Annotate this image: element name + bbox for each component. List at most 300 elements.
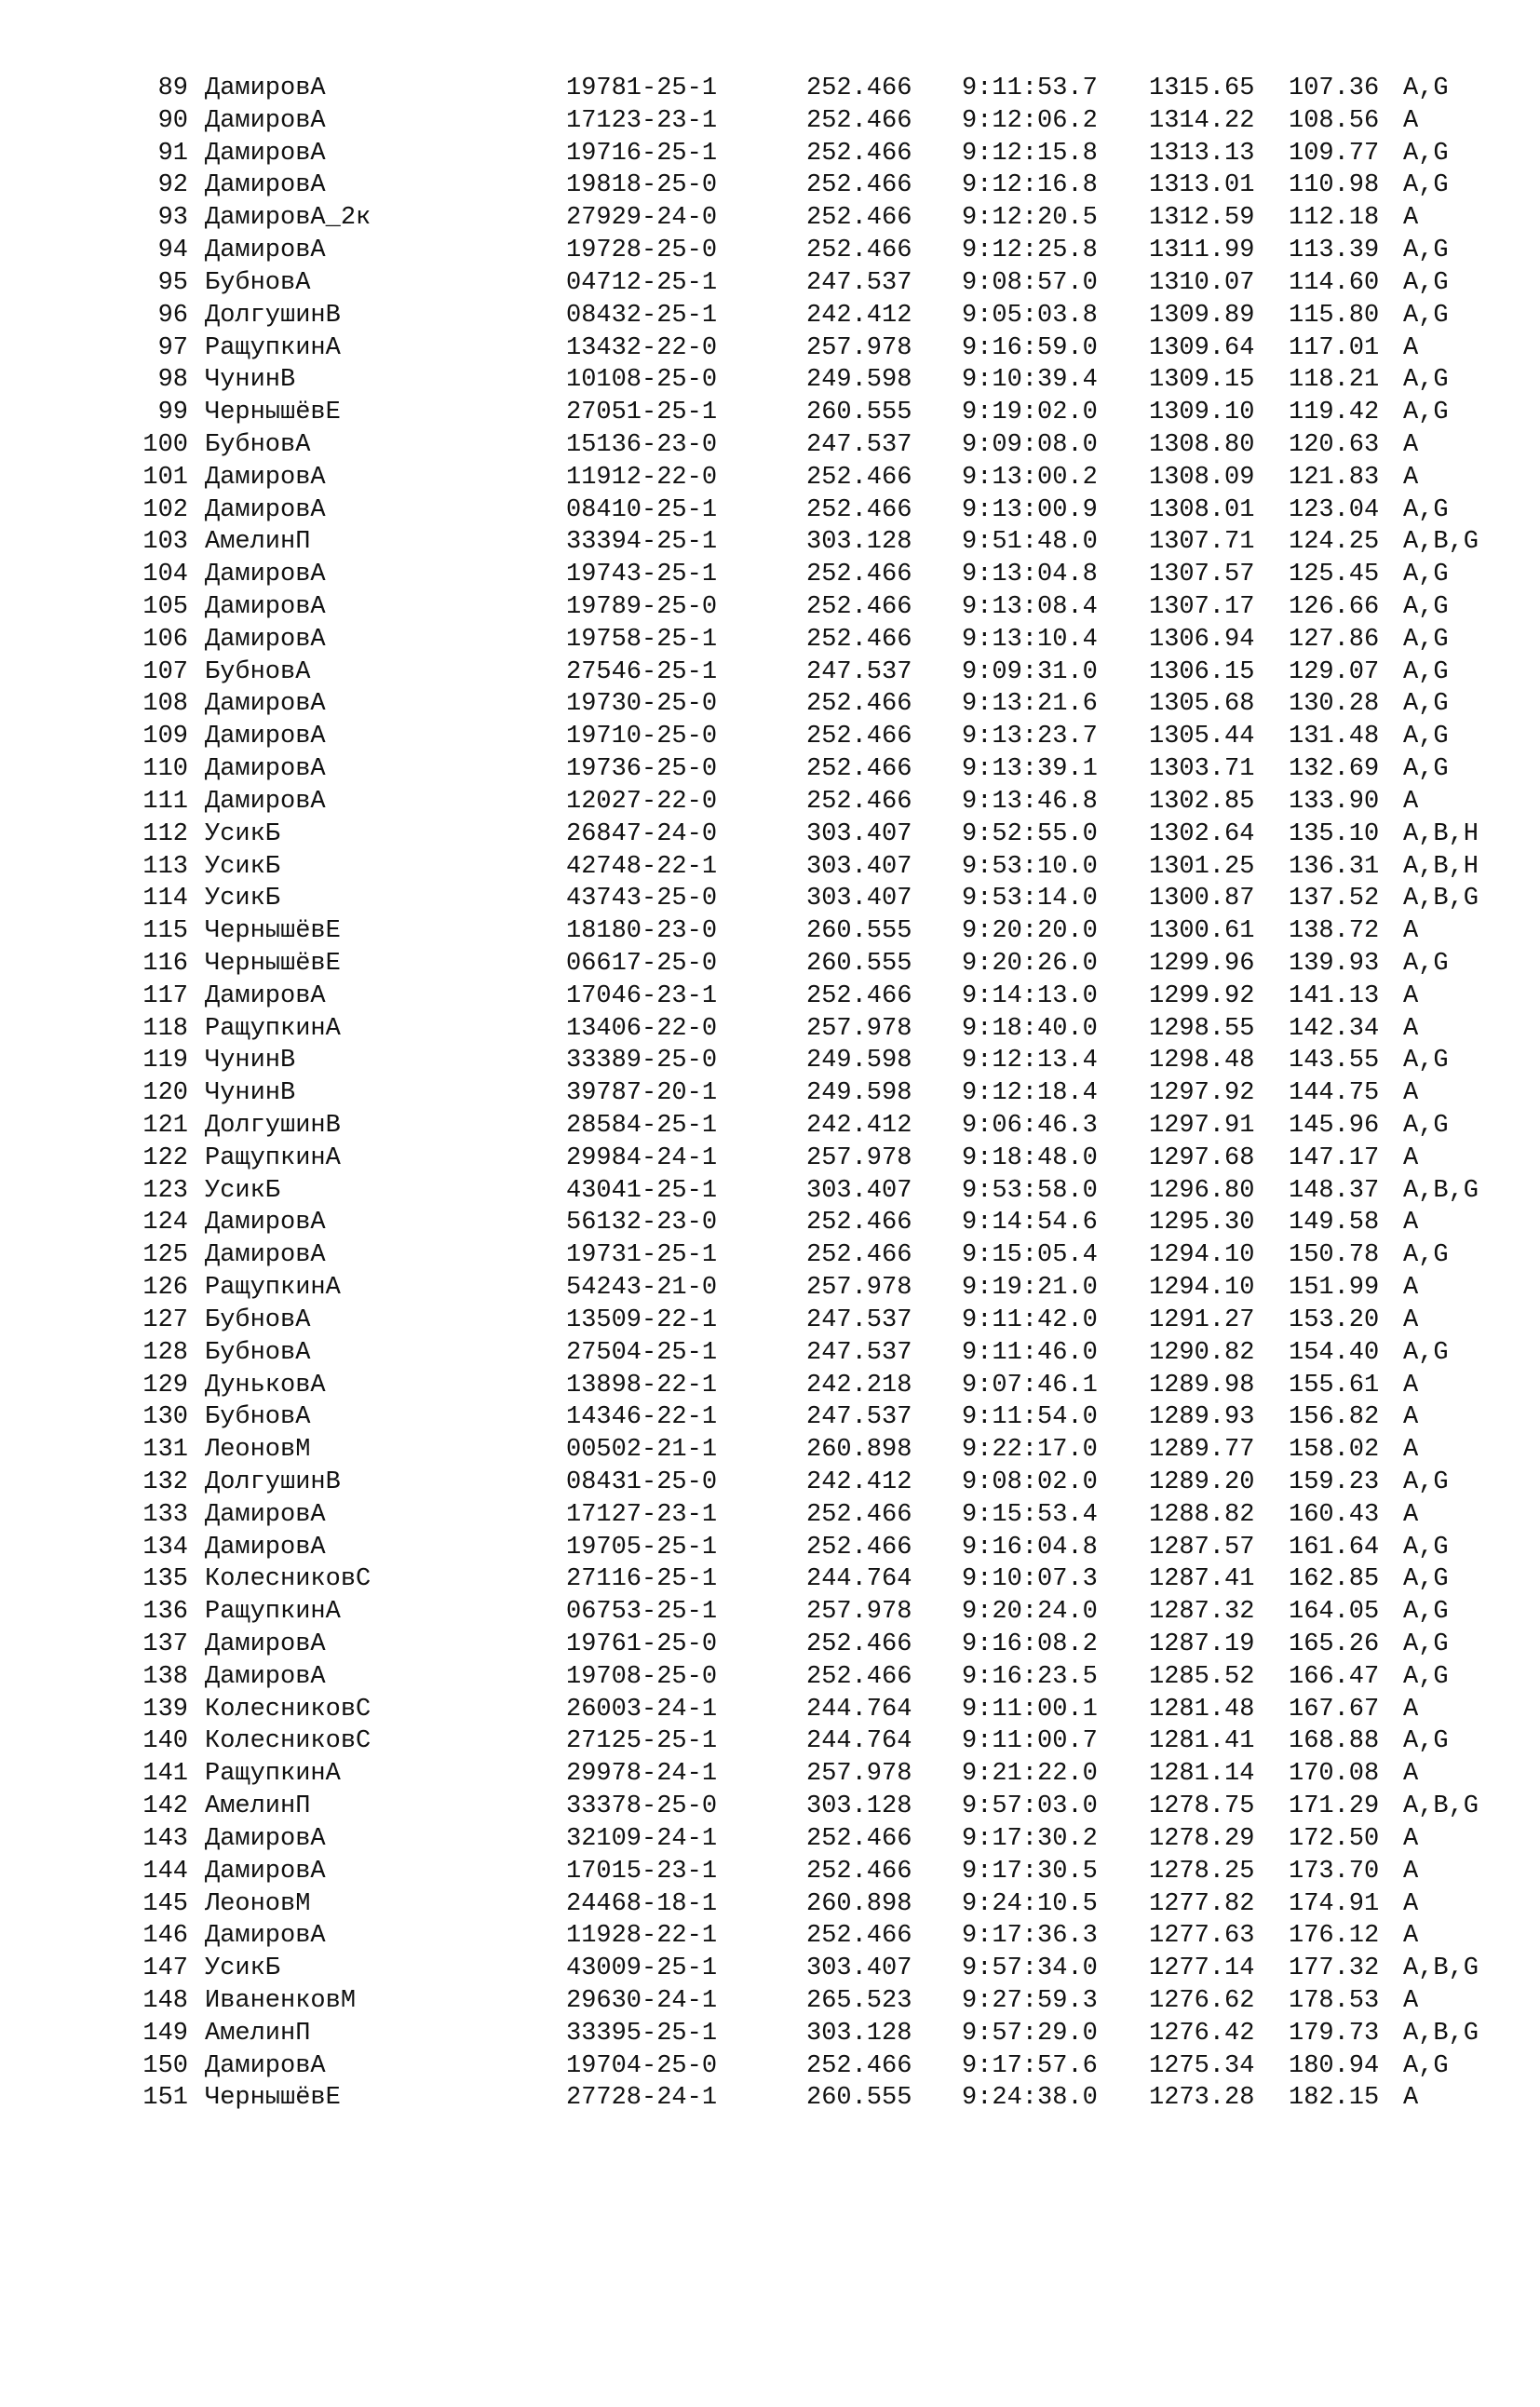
speed: 1291.27 [1149, 1305, 1255, 1334]
speed: 1306.15 [1149, 657, 1255, 686]
coefficient: 180.94 [1289, 2051, 1380, 2080]
fancier-name: ДамировА [205, 981, 326, 1010]
arrival-time: 9:12:13.4 [962, 1047, 1098, 1075]
arrival-time: 9:20:26.0 [962, 949, 1098, 978]
place-number: 133 [142, 1500, 188, 1529]
distance: 244.764 [806, 1695, 912, 1724]
place-number: 134 [142, 1533, 188, 1562]
category-flags: A [1403, 1436, 1419, 1465]
distance: 252.466 [806, 690, 912, 719]
coefficient: 182.15 [1289, 2084, 1380, 2113]
coefficient: 145.96 [1289, 1112, 1380, 1140]
ring-number: 08431-25-0 [566, 1467, 718, 1496]
fancier-name: УсикБ [205, 1954, 281, 1983]
category-flags: A [1403, 1986, 1419, 2015]
result-row [0, 1110, 1540, 1143]
coefficient: 151.99 [1289, 1274, 1380, 1303]
arrival-time: 9:57:34.0 [962, 1954, 1098, 1983]
category-flags: A,G [1403, 1598, 1449, 1627]
fancier-name: ИваненковМ [205, 1986, 357, 2015]
ring-number: 13406-22-0 [566, 1014, 718, 1043]
place-number: 137 [142, 1630, 188, 1658]
category-flags: A,B,H [1403, 852, 1479, 881]
arrival-time: 9:19:02.0 [962, 399, 1098, 427]
result-row [0, 1758, 1540, 1791]
result-row [0, 1920, 1540, 1953]
ring-number: 43743-25-0 [566, 885, 718, 913]
category-flags: A,G [1403, 561, 1449, 589]
fancier-name: ДамировА [205, 2051, 326, 2080]
category-flags: A,G [1403, 723, 1449, 751]
distance: 252.466 [806, 787, 912, 816]
speed: 1287.57 [1149, 1533, 1255, 1562]
category-flags: A [1403, 1500, 1419, 1529]
coefficient: 136.31 [1289, 852, 1380, 881]
coefficient: 154.40 [1289, 1338, 1380, 1367]
distance: 252.466 [806, 139, 912, 168]
ring-number: 27504-25-1 [566, 1338, 718, 1367]
category-flags: A,G [1403, 1727, 1449, 1756]
fancier-name: ЧернышёвЕ [205, 949, 341, 978]
distance: 252.466 [806, 237, 912, 265]
coefficient: 127.86 [1289, 625, 1380, 654]
coefficient: 126.66 [1289, 593, 1380, 621]
category-flags: A,G [1403, 755, 1449, 784]
result-row [0, 591, 1540, 624]
distance: 247.537 [806, 1338, 912, 1367]
speed: 1297.92 [1149, 1079, 1255, 1108]
result-row [0, 1045, 1540, 1077]
result-row [0, 300, 1540, 332]
fancier-name: ДамировА [205, 74, 326, 102]
ring-number: 11912-22-0 [566, 463, 718, 492]
result-row [0, 624, 1540, 656]
category-flags: A,G [1403, 625, 1449, 654]
result-row [0, 462, 1540, 494]
arrival-time: 9:11:46.0 [962, 1338, 1098, 1367]
place-number: 111 [142, 787, 188, 816]
ring-number: 39787-20-1 [566, 1079, 718, 1108]
distance: 252.466 [806, 625, 912, 654]
result-row [0, 2082, 1540, 2115]
arrival-time: 9:14:13.0 [962, 981, 1098, 1010]
ring-number: 19708-25-0 [566, 1662, 718, 1691]
coefficient: 178.53 [1289, 1986, 1380, 2015]
arrival-time: 9:09:31.0 [962, 657, 1098, 686]
fancier-name: ДолгушинВ [205, 1467, 341, 1496]
place-number: 118 [142, 1014, 188, 1043]
fancier-name: ДамировА [205, 237, 326, 265]
coefficient: 155.61 [1289, 1371, 1380, 1400]
speed: 1307.57 [1149, 561, 1255, 589]
ring-number: 11928-22-1 [566, 1922, 718, 1951]
arrival-time: 9:12:25.8 [962, 237, 1098, 265]
distance: 252.466 [806, 204, 912, 233]
speed: 1299.92 [1149, 981, 1255, 1010]
result-row [0, 138, 1540, 170]
place-number: 113 [142, 852, 188, 881]
arrival-time: 9:10:07.3 [962, 1565, 1098, 1594]
place-number: 98 [157, 366, 188, 395]
distance: 257.978 [806, 1274, 912, 1303]
fancier-name: КолесниковС [205, 1695, 371, 1724]
ring-number: 19736-25-0 [566, 755, 718, 784]
speed: 1305.68 [1149, 690, 1255, 719]
fancier-name: РащупкинА [205, 1598, 341, 1627]
place-number: 141 [142, 1760, 188, 1789]
arrival-time: 9:11:53.7 [962, 74, 1098, 102]
distance: 252.466 [806, 1630, 912, 1658]
distance: 252.466 [806, 1533, 912, 1562]
result-row [0, 721, 1540, 753]
arrival-time: 9:08:57.0 [962, 268, 1098, 297]
coefficient: 179.73 [1289, 2019, 1380, 2048]
category-flags: A,G [1403, 1241, 1449, 1270]
speed: 1309.10 [1149, 399, 1255, 427]
ring-number: 27929-24-0 [566, 204, 718, 233]
place-number: 135 [142, 1565, 188, 1594]
result-row [0, 1563, 1540, 1596]
arrival-time: 9:13:21.6 [962, 690, 1098, 719]
arrival-time: 9:11:42.0 [962, 1305, 1098, 1334]
distance: 257.978 [806, 1598, 912, 1627]
place-number: 138 [142, 1662, 188, 1691]
distance: 242.412 [806, 1467, 912, 1496]
fancier-name: ДамировА [205, 1241, 326, 1270]
place-number: 103 [142, 528, 188, 557]
speed: 1294.10 [1149, 1241, 1255, 1270]
speed: 1287.19 [1149, 1630, 1255, 1658]
coefficient: 123.04 [1289, 495, 1380, 524]
distance: 242.412 [806, 1112, 912, 1140]
arrival-time: 9:18:48.0 [962, 1143, 1098, 1172]
fancier-name: РащупкинА [205, 333, 341, 362]
result-row [0, 73, 1540, 105]
arrival-time: 9:17:30.5 [962, 1857, 1098, 1886]
fancier-name: ЧунинВ [205, 1047, 296, 1075]
arrival-time: 9:17:57.6 [962, 2051, 1098, 2080]
distance: 247.537 [806, 1403, 912, 1432]
fancier-name: ЧернышёвЕ [205, 2084, 341, 2113]
speed: 1308.01 [1149, 495, 1255, 524]
fancier-name: ДамировА [205, 690, 326, 719]
distance: 252.466 [806, 495, 912, 524]
speed: 1278.29 [1149, 1824, 1255, 1853]
place-number: 147 [142, 1954, 188, 1983]
category-flags: A,G [1403, 1467, 1449, 1496]
speed: 1275.34 [1149, 2051, 1255, 2080]
place-number: 108 [142, 690, 188, 719]
place-number: 145 [142, 1889, 188, 1918]
category-flags: A,G [1403, 268, 1449, 297]
distance: 247.537 [806, 657, 912, 686]
speed: 1281.41 [1149, 1727, 1255, 1756]
result-row [0, 1337, 1540, 1370]
distance: 260.555 [806, 399, 912, 427]
fancier-name: ДамировА [205, 1662, 326, 1691]
distance: 260.555 [806, 2084, 912, 2113]
arrival-time: 9:20:24.0 [962, 1598, 1098, 1627]
fancier-name: БубновА [205, 430, 311, 459]
fancier-name: РащупкинА [205, 1760, 341, 1789]
ring-number: 15136-23-0 [566, 430, 718, 459]
place-number: 149 [142, 2019, 188, 2048]
distance: 303.128 [806, 1792, 912, 1821]
result-row [0, 915, 1540, 948]
distance: 252.466 [806, 1662, 912, 1691]
arrival-time: 9:22:17.0 [962, 1436, 1098, 1465]
result-row [0, 2050, 1540, 2083]
coefficient: 172.50 [1289, 1824, 1380, 1853]
arrival-time: 9:51:48.0 [962, 528, 1098, 557]
speed: 1298.48 [1149, 1047, 1255, 1075]
result-row [0, 105, 1540, 138]
arrival-time: 9:13:10.4 [962, 625, 1098, 654]
result-row [0, 1694, 1540, 1726]
result-row [0, 1596, 1540, 1629]
speed: 1301.25 [1149, 852, 1255, 881]
category-flags: A,G [1403, 237, 1449, 265]
coefficient: 171.29 [1289, 1792, 1380, 1821]
speed: 1289.77 [1149, 1436, 1255, 1465]
fancier-name: ДамировА [205, 1500, 326, 1529]
coefficient: 147.17 [1289, 1143, 1380, 1172]
coefficient: 144.75 [1289, 1079, 1380, 1108]
place-number: 150 [142, 2051, 188, 2080]
place-number: 105 [142, 593, 188, 621]
coefficient: 124.25 [1289, 528, 1380, 557]
speed: 1289.98 [1149, 1371, 1255, 1400]
place-number: 112 [142, 819, 188, 848]
speed: 1307.17 [1149, 593, 1255, 621]
coefficient: 149.58 [1289, 1209, 1380, 1237]
ring-number: 19704-25-0 [566, 2051, 718, 2080]
place-number: 95 [157, 268, 188, 297]
place-number: 117 [142, 981, 188, 1010]
fancier-name: ДуньковА [205, 1371, 326, 1400]
result-row [0, 1467, 1540, 1499]
fancier-name: ДамировА [205, 593, 326, 621]
distance: 252.466 [806, 106, 912, 135]
arrival-time: 9:13:08.4 [962, 593, 1098, 621]
fancier-name: ДамировА [205, 1209, 326, 1237]
ring-number: 19705-25-1 [566, 1533, 718, 1562]
coefficient: 139.93 [1289, 949, 1380, 978]
arrival-time: 9:13:00.9 [962, 495, 1098, 524]
place-number: 89 [157, 74, 188, 102]
result-row [0, 1532, 1540, 1564]
fancier-name: ДамировА_2к [205, 204, 371, 233]
place-number: 142 [142, 1792, 188, 1821]
arrival-time: 9:11:00.1 [962, 1695, 1098, 1724]
distance: 303.407 [806, 819, 912, 848]
category-flags: A [1403, 1209, 1419, 1237]
coefficient: 164.05 [1289, 1598, 1380, 1627]
fancier-name: ДамировА [205, 1533, 326, 1562]
arrival-time: 9:57:03.0 [962, 1792, 1098, 1821]
category-flags: A [1403, 1305, 1419, 1334]
ring-number: 29984-24-1 [566, 1143, 718, 1172]
category-flags: A [1403, 1760, 1419, 1789]
fancier-name: ЧернышёвЕ [205, 917, 341, 946]
arrival-time: 9:53:10.0 [962, 852, 1098, 881]
arrival-time: 9:20:20.0 [962, 917, 1098, 946]
arrival-time: 9:16:23.5 [962, 1662, 1098, 1691]
category-flags: A,B,G [1403, 2019, 1479, 2048]
coefficient: 118.21 [1289, 366, 1380, 395]
distance: 244.764 [806, 1565, 912, 1594]
category-flags: A [1403, 1143, 1419, 1172]
coefficient: 176.12 [1289, 1922, 1380, 1951]
ring-number: 19758-25-1 [566, 625, 718, 654]
speed: 1281.14 [1149, 1760, 1255, 1789]
place-number: 92 [157, 171, 188, 200]
coefficient: 135.10 [1289, 819, 1380, 848]
distance: 303.407 [806, 885, 912, 913]
place-number: 101 [142, 463, 188, 492]
result-row [0, 1629, 1540, 1661]
coefficient: 153.20 [1289, 1305, 1380, 1334]
fancier-name: ДамировА [205, 1922, 326, 1951]
ring-number: 12027-22-0 [566, 787, 718, 816]
arrival-time: 9:12:18.4 [962, 1079, 1098, 1108]
category-flags: A [1403, 1079, 1419, 1108]
ring-number: 13898-22-1 [566, 1371, 718, 1400]
category-flags: A,B,G [1403, 885, 1479, 913]
place-number: 99 [157, 399, 188, 427]
coefficient: 112.18 [1289, 204, 1380, 233]
coefficient: 162.85 [1289, 1565, 1380, 1594]
distance: 265.523 [806, 1986, 912, 2015]
distance: 260.555 [806, 917, 912, 946]
place-number: 114 [142, 885, 188, 913]
arrival-time: 9:11:54.0 [962, 1403, 1098, 1432]
result-row [0, 202, 1540, 235]
fancier-name: ДамировА [205, 755, 326, 784]
distance: 303.128 [806, 2019, 912, 2048]
distance: 252.466 [806, 1922, 912, 1951]
result-row [0, 364, 1540, 397]
place-number: 90 [157, 106, 188, 135]
speed: 1295.30 [1149, 1209, 1255, 1237]
arrival-time: 9:16:08.2 [962, 1630, 1098, 1658]
ring-number: 08410-25-1 [566, 495, 718, 524]
arrival-time: 9:16:04.8 [962, 1533, 1098, 1562]
result-row [0, 1239, 1540, 1272]
distance: 303.407 [806, 852, 912, 881]
coefficient: 174.91 [1289, 1889, 1380, 1918]
ring-number: 33389-25-0 [566, 1047, 718, 1075]
fancier-name: ДамировА [205, 463, 326, 492]
coefficient: 109.77 [1289, 139, 1380, 168]
place-number: 96 [157, 301, 188, 330]
speed: 1277.14 [1149, 1954, 1255, 1983]
fancier-name: АмелинП [205, 528, 311, 557]
place-number: 131 [142, 1436, 188, 1465]
result-row [0, 1953, 1540, 1985]
result-row [0, 1499, 1540, 1532]
coefficient: 148.37 [1289, 1176, 1380, 1205]
distance: 257.978 [806, 333, 912, 362]
ring-number: 19731-25-1 [566, 1241, 718, 1270]
arrival-time: 9:05:03.8 [962, 301, 1098, 330]
arrival-time: 9:12:16.8 [962, 171, 1098, 200]
speed: 1276.42 [1149, 2019, 1255, 2048]
speed: 1278.75 [1149, 1792, 1255, 1821]
distance: 260.898 [806, 1436, 912, 1465]
speed: 1294.10 [1149, 1274, 1255, 1303]
fancier-name: АмелинП [205, 2019, 311, 2048]
speed: 1277.63 [1149, 1922, 1255, 1951]
result-row [0, 2018, 1540, 2050]
arrival-time: 9:07:46.1 [962, 1371, 1098, 1400]
coefficient: 168.88 [1289, 1727, 1380, 1756]
speed: 1296.80 [1149, 1176, 1255, 1205]
category-flags: A [1403, 204, 1419, 233]
ring-number: 24468-18-1 [566, 1889, 718, 1918]
ring-number: 32109-24-1 [566, 1824, 718, 1853]
place-number: 93 [157, 204, 188, 233]
category-flags: A,G [1403, 593, 1449, 621]
category-flags: A [1403, 430, 1419, 459]
ring-number: 43009-25-1 [566, 1954, 718, 1983]
result-row [0, 1401, 1540, 1434]
arrival-time: 9:53:14.0 [962, 885, 1098, 913]
category-flags: A,B,G [1403, 1176, 1479, 1205]
ring-number: 13509-22-1 [566, 1305, 718, 1334]
coefficient: 117.01 [1289, 333, 1380, 362]
result-row [0, 1856, 1540, 1888]
category-flags: A [1403, 1371, 1419, 1400]
result-row [0, 948, 1540, 980]
distance: 252.466 [806, 1824, 912, 1853]
coefficient: 131.48 [1289, 723, 1380, 751]
place-number: 122 [142, 1143, 188, 1172]
result-row [0, 980, 1540, 1013]
category-flags: A [1403, 463, 1419, 492]
speed: 1308.80 [1149, 430, 1255, 459]
result-row [0, 818, 1540, 851]
ring-number: 27546-25-1 [566, 657, 718, 686]
distance: 242.218 [806, 1371, 912, 1400]
distance: 244.764 [806, 1727, 912, 1756]
fancier-name: БубновА [205, 1338, 311, 1367]
category-flags: A,G [1403, 399, 1449, 427]
coefficient: 166.47 [1289, 1662, 1380, 1691]
category-flags: A,G [1403, 1533, 1449, 1562]
result-row [0, 235, 1540, 267]
result-row [0, 1985, 1540, 2018]
distance: 252.466 [806, 561, 912, 589]
arrival-time: 9:11:00.7 [962, 1727, 1098, 1756]
coefficient: 115.80 [1289, 301, 1380, 330]
distance: 257.978 [806, 1760, 912, 1789]
place-number: 115 [142, 917, 188, 946]
speed: 1306.94 [1149, 625, 1255, 654]
ring-number: 29630-24-1 [566, 1986, 718, 2015]
place-number: 146 [142, 1922, 188, 1951]
result-row [0, 267, 1540, 300]
ring-number: 56132-23-0 [566, 1209, 718, 1237]
fancier-name: ДамировА [205, 106, 326, 135]
coefficient: 161.64 [1289, 1533, 1380, 1562]
ring-number: 17127-23-1 [566, 1500, 718, 1529]
speed: 1297.68 [1149, 1143, 1255, 1172]
coefficient: 165.26 [1289, 1630, 1380, 1658]
ring-number: 00502-21-1 [566, 1436, 718, 1465]
ring-number: 19743-25-1 [566, 561, 718, 589]
result-row [0, 1272, 1540, 1305]
